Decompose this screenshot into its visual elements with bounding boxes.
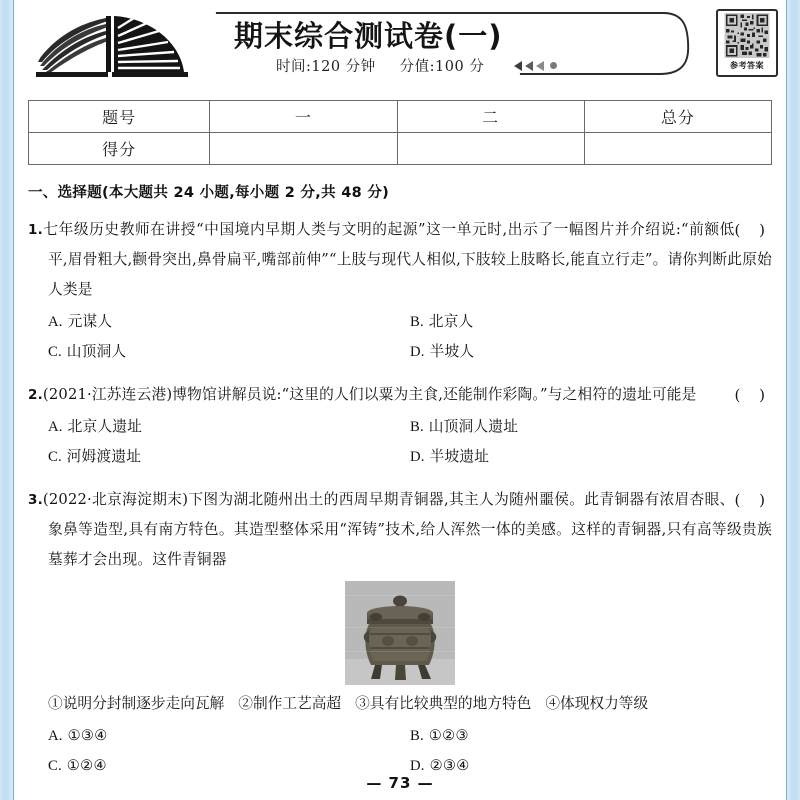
scan-edge-right — [787, 0, 800, 800]
question-1-option-a[interactable] — [48, 307, 410, 337]
score-table-cell-score-2[interactable] — [397, 133, 584, 165]
question-2-answer-blank[interactable]: ( ) — [734, 386, 772, 404]
option-text: ①②④ — [66, 757, 107, 774]
score-table-cell-score-total[interactable] — [584, 133, 771, 165]
option-text: 北京人遗址 — [67, 418, 143, 435]
exam-duration: 时间:120 分钟 — [276, 59, 376, 75]
option-letter: C. — [48, 344, 62, 360]
option-text: 北京人 — [428, 313, 474, 330]
option-letter: C. — [48, 758, 62, 774]
option-letter: A. — [48, 419, 63, 435]
option-letter: A. — [48, 314, 63, 330]
option-letter: B. — [410, 728, 424, 744]
question-1-number: 1. — [28, 222, 43, 238]
arrow-decoration — [514, 61, 557, 71]
question-1-option-d[interactable] — [410, 337, 772, 367]
triangle-left-icon — [514, 61, 522, 71]
page-number: — 73 — — [366, 774, 434, 792]
option-text: ②③④ — [429, 757, 470, 774]
question-3 — [28, 485, 772, 781]
score-table — [28, 100, 772, 165]
question-2-stem — [28, 380, 772, 410]
question-2-stem-text: (2021·江苏连云港)博物馆讲解员说:“这里的人们以粟为主食,还能制作彩陶。”与之相符的遗址可能是 — [42, 386, 697, 403]
option-letter: D. — [410, 344, 425, 360]
question-3-option-a[interactable] — [48, 721, 410, 751]
scan-edge-left — [0, 0, 13, 800]
open-book-logo — [30, 12, 206, 78]
section-heading: 一、选择题(本大题共 24 小题,每小题 2 分,共 48 分) — [28, 185, 390, 201]
question-2-option-b[interactable] — [410, 412, 772, 442]
option-letter: B. — [410, 419, 424, 435]
qr-code-label: 参考答案 — [730, 61, 764, 70]
option-letter: B. — [410, 314, 424, 330]
qr-code-icon — [719, 13, 775, 58]
title-block — [214, 8, 692, 88]
option-row — [48, 442, 772, 472]
answer-qr-code[interactable] — [716, 9, 778, 77]
option-row — [48, 412, 772, 442]
exam-total-score: 分值:100 分 — [399, 59, 485, 75]
option-text: 半坡人 — [429, 343, 475, 360]
option-row — [48, 337, 772, 367]
page-title: 期末综合测试卷(一) — [234, 19, 503, 53]
table-row-score — [29, 133, 772, 165]
question-2-options — [28, 412, 772, 472]
table-row-header — [29, 101, 772, 133]
option-text: ①③④ — [67, 727, 108, 744]
question-2-option-c[interactable] — [48, 442, 410, 472]
statement-3: ③具有比较典型的地方特色 — [355, 695, 532, 712]
question-3-figure — [28, 581, 772, 685]
score-table-cell-score-1[interactable] — [210, 133, 397, 165]
question-3-answer-blank[interactable]: ( ) — [734, 491, 772, 509]
dot-icon — [550, 62, 557, 69]
question-3-stem — [28, 485, 772, 575]
page-content — [16, 0, 784, 800]
page-header — [16, 0, 784, 92]
question-2 — [28, 380, 772, 472]
statement-4: ④体现权力等级 — [545, 695, 649, 712]
option-text: 山顶洞人 — [66, 343, 127, 360]
question-1-answer-blank[interactable]: ( ) — [734, 221, 772, 239]
score-table-cell-section-2: 二 — [397, 101, 584, 133]
question-3-options — [28, 721, 772, 781]
exam-meta — [276, 55, 557, 76]
question-2-number: 2. — [28, 387, 43, 403]
scan-edge-rule-right — [786, 0, 787, 800]
option-text: ①②③ — [428, 727, 469, 744]
question-2-option-a[interactable] — [48, 412, 410, 442]
option-letter: D. — [410, 758, 425, 774]
score-table-cell-total: 总分 — [584, 101, 771, 133]
score-table-cell-question-label: 题号 — [29, 101, 210, 133]
scan-edge-rule-left — [13, 0, 14, 800]
question-3-option-b[interactable] — [410, 721, 772, 751]
statement-1: ①说明分封制逐步走向瓦解 — [48, 695, 225, 712]
question-1-stem-text: 七年级历史教师在讲授“中国境内早期人类与文明的起源”这一单元时,出示了一幅图片并介绍说:“前额低平,眉骨粗大,颧骨突出,鼻骨扁平,嘴部前伸”“上肢与现代人相似,下肢较上肢略长,能直立行走”。请你判断此原始人类是 — [42, 221, 772, 298]
question-1-option-b[interactable] — [410, 307, 772, 337]
question-1-option-c[interactable] — [48, 337, 410, 367]
option-text: 河姆渡遗址 — [66, 448, 142, 465]
question-3-stem-text: (2022·北京海淀期末)下图为湖北随州出土的西周早期青铜器,其主人为随州噩侯。此青铜器有浓眉杏眼、象鼻等造型,具有南方特色。其造型整体采用“浑铸”技术,给人浑然一体的美感。这样的青铜器,只有高等级贵族墓葬才会出现。这件青铜器 — [42, 491, 772, 568]
question-3-statements — [28, 689, 772, 719]
triangle-left-icon — [536, 61, 544, 71]
question-2-option-d[interactable] — [410, 442, 772, 472]
score-table-cell-score-label: 得分 — [29, 133, 210, 165]
score-table-cell-section-1: 一 — [210, 101, 397, 133]
question-1-options — [28, 307, 772, 367]
triangle-left-icon — [525, 61, 533, 71]
option-letter: A. — [48, 728, 63, 744]
option-text: 山顶洞人遗址 — [428, 418, 519, 435]
statement-2: ②制作工艺高超 — [238, 695, 342, 712]
option-row — [48, 721, 772, 751]
option-letter: C. — [48, 449, 62, 465]
option-text: 半坡遗址 — [429, 448, 490, 465]
question-3-number: 3. — [28, 492, 43, 508]
option-letter: D. — [410, 449, 425, 465]
option-text: 元谋人 — [67, 313, 113, 330]
question-1-stem — [28, 215, 772, 305]
bronze-vessel-photo — [345, 581, 455, 685]
option-row — [48, 307, 772, 337]
question-1 — [28, 215, 772, 367]
